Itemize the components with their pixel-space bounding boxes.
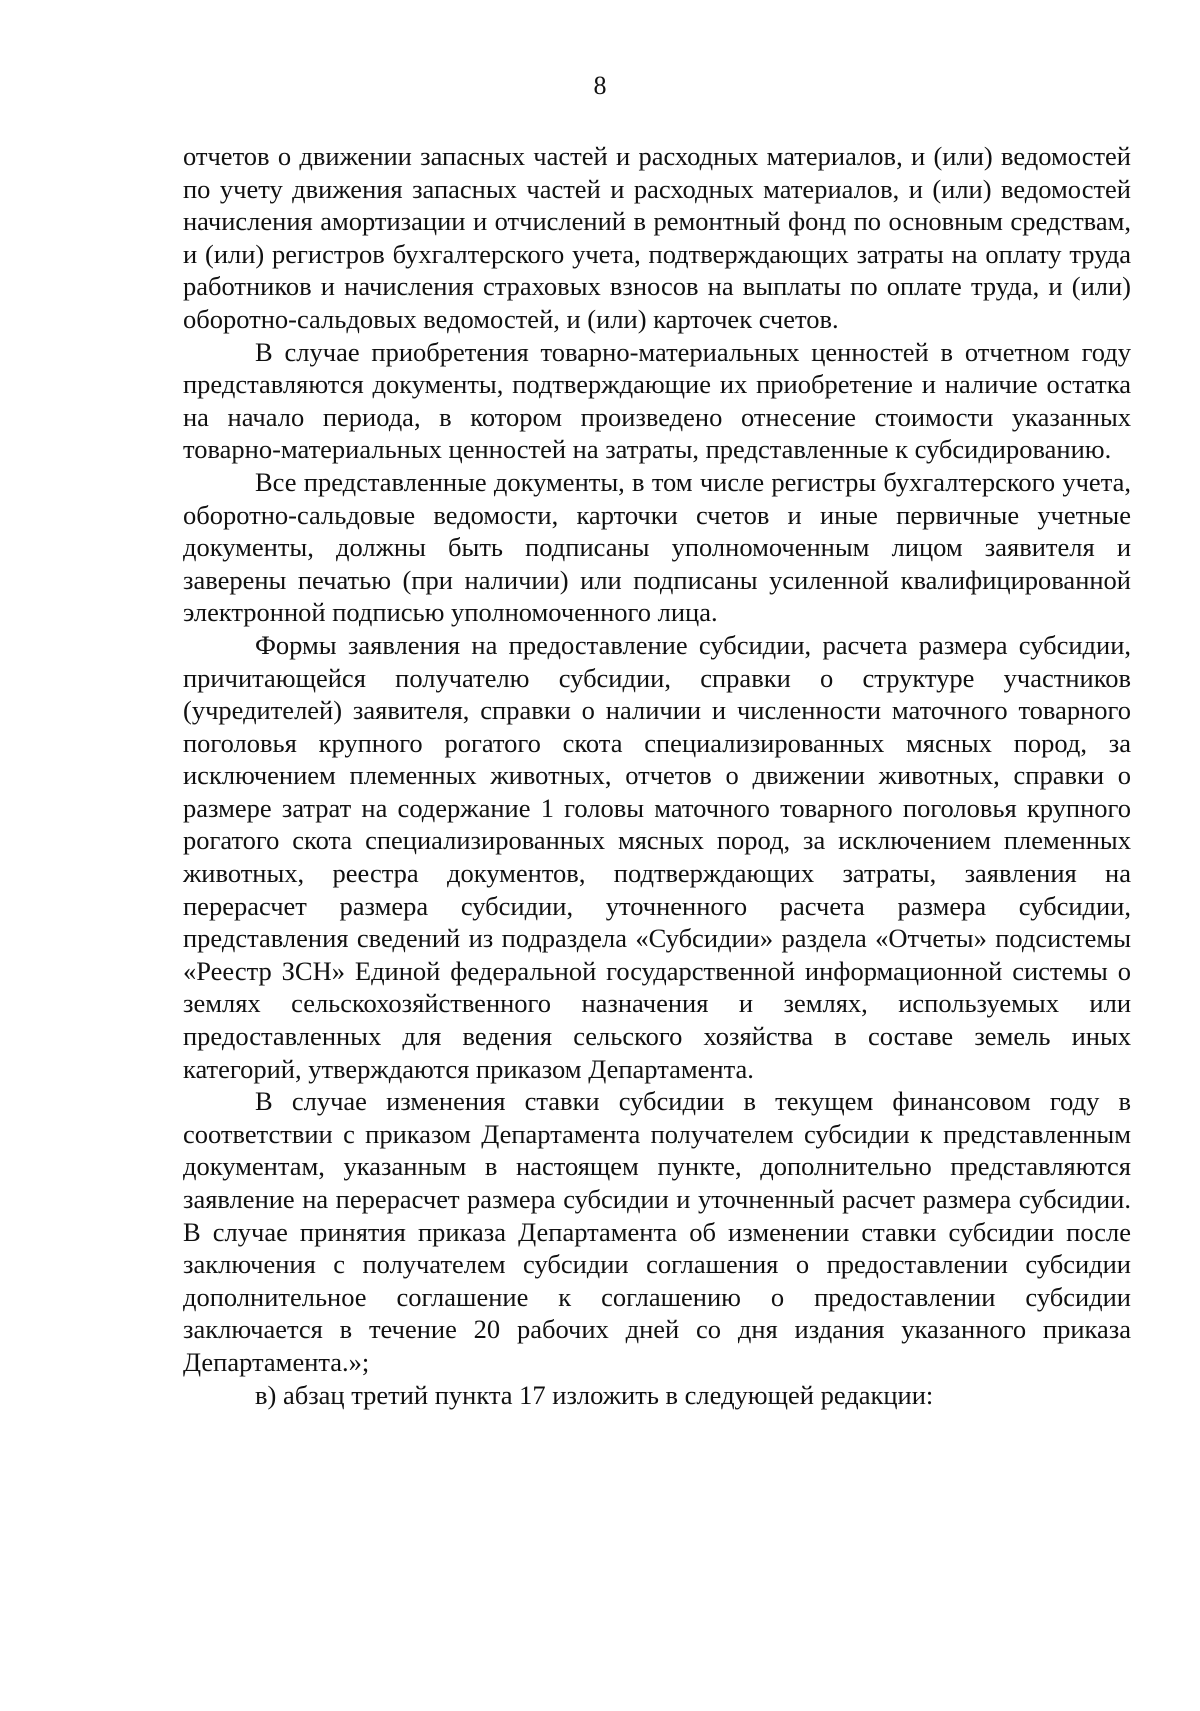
paragraph-list-of-accounting-documents: отчетов о движении запасных частей и расходных материалов, и (или) ведомостей по учету движения запасных частей и расходных материалов, и (или) ведомостей начисления амортизации и отчислений в ремонтный фонд по основным средствам, и (или) регистров бухгалтерского учета, подтверждающих затраты на оплату труда работников и начисления страховых взносов на выплаты по оплате труда, и (или) оборотно-сальдовых ведомостей, и (или) карточек счетов. (183, 141, 1131, 334)
paragraph-subsidy-rate-change: В случае изменения ставки субсидии в текущем финансовом году в соответствии с приказом Департамента получателем субсидии к представленным документам, указанным в настоящем пункте, дополнительно представляются заявление на перерасчет размера субсидии и уточненный расчет размера субсидии. В случае принятия приказа Департамента об изменении ставки субсидии после заключения с получателем субсидии соглашения о предоставлении субсидии дополнительное соглашение к соглашению о предоставлении субсидии заключается в течение 20 рабочих дней со дня издания указанного приказа Департамента.»; (183, 1086, 1131, 1377)
paragraph-inventory-purchase: В случае приобретения товарно-материальных ценностей в отчетном году представляются документы, подтверждающие их приобретение и наличие остатка на начало периода, в котором произведено отнесение стоимости указанных товарно-материальных ценностей на затраты, представленные к субсидированию. (183, 336, 1131, 465)
page-number: 8 (593, 71, 607, 100)
paragraph-application-forms: Формы заявления на предоставление субсидии, расчета размера субсидии, причитающейся получателю субсидии, справки о структуре участников (учредителей) заявителя, справки о наличии и численности маточного товарного поголовья крупного рогатого скота специализированных мясных пород, за исключением племенных животных, отчетов о движении животных, справки о размере затрат на содержание 1 головы маточного товарного поголовья крупного рогатого скота специализированных мясных пород, за исключением племенных животных, реестра документов, подтверждающих затраты, заявления на перерасчет размера субсидии, уточненного расчета размера субсидии, представления сведений из подраздела «Субсидии» раздела «Отчеты» подсистемы «Реестр ЗСН» Единой федеральной государственной информационной системы о землях сельскохозяйственного назначения и землях, используемых или предоставленных для ведения сельского хозяйства в составе земель иных категорий, утверждаются приказом Департамента. (183, 629, 1131, 1084)
paragraph-amendment-point-17: в) абзац третий пункта 17 изложить в следующей редакции: (255, 1379, 934, 1410)
paragraph-document-signing: Все представленные документы, в том числе регистры бухгалтерского учета, оборотно-сальдовые ведомости, карточки счетов и иные первичные учетные документы, должны быть подписаны уполномоченным лицом заявителя и заверены печатью (при наличии) или подписаны усиленной квалифицированной электронной подписью уполномоченного лица. (183, 466, 1131, 628)
document-body (183, 140, 1131, 1411)
